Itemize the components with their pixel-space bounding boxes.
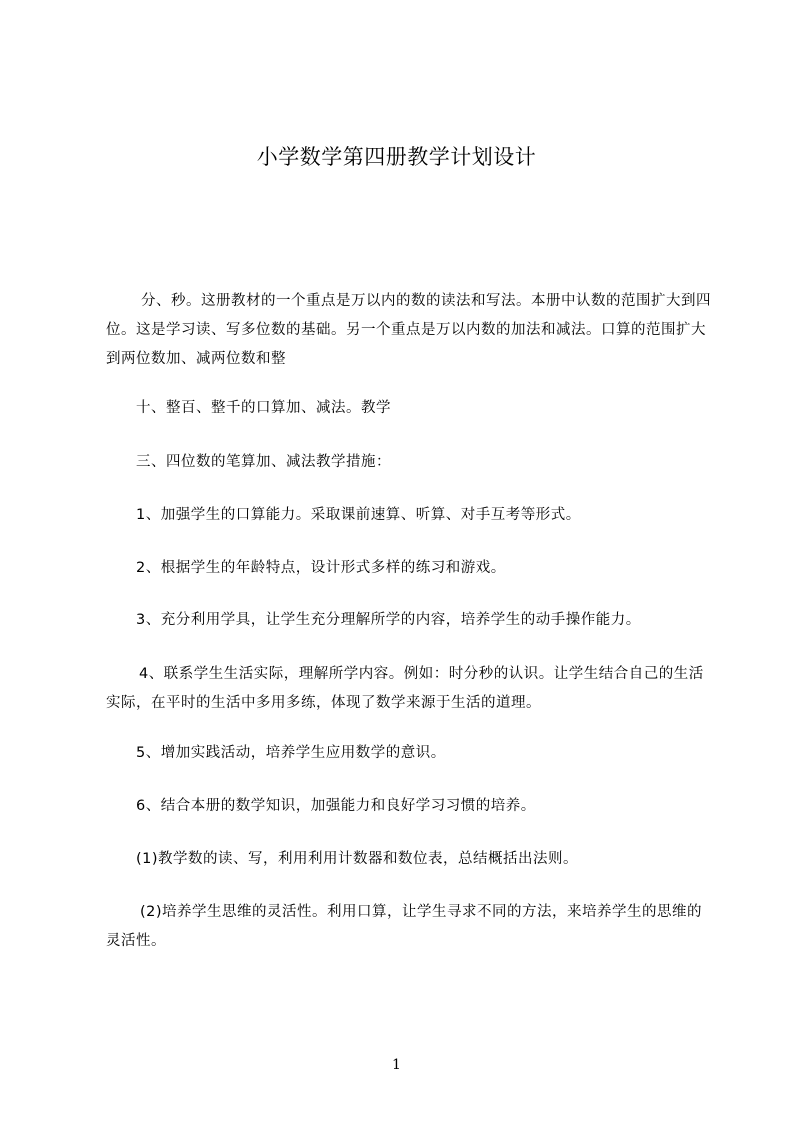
paragraph-2: 十、整百、整千的口算加、减法。教学 (136, 400, 391, 416)
paragraph-3: 三、四位数的笔算加、减法教学措施： (136, 454, 391, 470)
paragraph-6: 3、充分利用学具，让学生充分理解所学的内容，培养学生的动手操作能力。 (136, 612, 641, 628)
paragraph-5: 2、根据学生的年龄特点，设计形式多样的练习和游戏。 (136, 560, 506, 576)
paragraph-10: (1)教学数的读、写，利用利用计数器和数位表，总结概括出法则。 (136, 851, 579, 867)
paragraph-8: 5、增加实践活动，培养学生应用数学的意识。 (136, 745, 446, 761)
document-title: 小学数学第四册教学计划设计 (256, 145, 537, 169)
paragraph-11: (2)培养学生思维的灵活性。利用口算，让学生寻求不同的方法，来培养学生的思维的灵活性。 (106, 904, 703, 949)
paragraph-7: 4、联系学生生活实际，理解所学内容。例如：时分秒的认识。让学生结合自己的生活实际，在平时的生活中多用多练，体现了数学来源于生活的道理。 (106, 666, 704, 711)
paragraph-4: 1、加强学生的口算能力。采取课前速算、听算、对手互考等形式。 (136, 507, 581, 523)
paragraph-1: 分、秒。这册教材的一个重点是万以内的数的读法和写法。本册中认数的范围扩大到四位。这是学习读、写多位数的基础。另一个重点是万以内数的加法和减法。口算的范围扩大到两位数加、减两位数和整 (106, 293, 711, 367)
page-number: 1 (392, 1057, 401, 1073)
paragraph-9: 6、结合本册的数学知识，加强能力和良好学习习惯的培养。 (136, 798, 536, 814)
